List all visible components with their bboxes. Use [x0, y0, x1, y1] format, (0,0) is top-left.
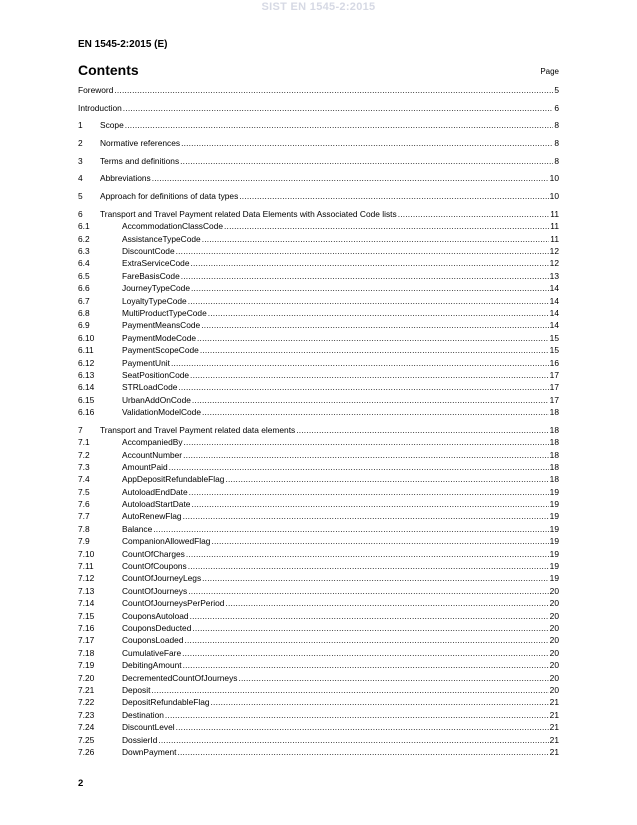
toc-entry[interactable] — [78, 622, 559, 634]
toc-entry-number: 6.1 — [78, 221, 90, 232]
toc-entry-number: 6.3 — [78, 245, 90, 256]
dot-leader — [151, 684, 548, 696]
toc-entry-page: 14 — [549, 283, 559, 294]
toc-entry[interactable] — [78, 721, 559, 733]
toc-entry-title: Balance — [122, 523, 153, 534]
toc-entry-number: 3 — [78, 155, 83, 166]
toc-entry-title: ExtraServiceCode — [122, 258, 190, 269]
dot-leader — [201, 319, 548, 331]
toc-entry-number: 7.22 — [78, 697, 95, 708]
toc-entry-title: CumulativeFare — [122, 647, 182, 658]
toc-entry-number: 7.25 — [78, 734, 95, 745]
toc-entry-page: 19 — [549, 536, 559, 547]
dot-leader — [177, 746, 548, 758]
dot-leader — [238, 672, 548, 684]
toc-entry[interactable] — [78, 119, 559, 131]
toc-entry[interactable] — [78, 510, 559, 522]
toc-entry-title: PaymentScopeCode — [122, 345, 199, 356]
toc-entry-page: 20 — [549, 684, 559, 695]
toc-entry-page: 10 — [549, 173, 559, 184]
toc-entry-number: 1 — [78, 120, 83, 131]
toc-entry-page: 19 — [549, 486, 559, 497]
toc-entry[interactable] — [78, 560, 559, 572]
toc-entry-title: ValidationModelCode — [122, 407, 201, 418]
dot-leader — [202, 233, 550, 245]
dot-leader — [188, 560, 549, 572]
toc-entry[interactable] — [78, 270, 559, 282]
toc-entry-page: 8 — [554, 138, 559, 149]
toc-entry-page: 19 — [549, 511, 559, 522]
toc-entry-title: FareBasisCode — [122, 270, 180, 281]
toc-entry[interactable] — [78, 672, 559, 684]
toc-entry-number: 5 — [78, 191, 83, 202]
toc-entry-title: CountOfJourneyLegs — [122, 573, 202, 584]
dot-leader — [188, 295, 549, 307]
toc-entry[interactable] — [78, 381, 559, 393]
toc-entry-page: 8 — [554, 155, 559, 166]
dot-leader — [125, 119, 554, 131]
toc-entry-title: CouponsLoaded — [122, 635, 184, 646]
dot-leader — [190, 369, 549, 381]
toc-entry-page: 20 — [549, 610, 559, 621]
toc-entry-number: 6.15 — [78, 394, 95, 405]
toc-entry-title: UrbanAddOnCode — [122, 394, 191, 405]
dot-leader — [224, 220, 549, 232]
toc-entry[interactable] — [78, 406, 559, 418]
toc-entry-number: 7.4 — [78, 474, 90, 485]
toc-entry[interactable] — [78, 155, 559, 167]
toc-entry-page: 17 — [549, 394, 559, 405]
toc-entry-page: 19 — [549, 573, 559, 584]
toc-entry-number: 6.6 — [78, 283, 90, 294]
dot-leader — [239, 190, 548, 202]
toc-entry[interactable] — [78, 647, 559, 659]
toc-entry-page: 21 — [549, 734, 559, 745]
dot-leader — [211, 696, 549, 708]
toc-entry-page: 12 — [549, 245, 559, 256]
toc-entry-title: CouponsDeducted — [122, 623, 192, 633]
toc-entry-number: 6.8 — [78, 307, 90, 318]
page-column-label: Page — [540, 67, 559, 76]
toc-entry[interactable] — [78, 486, 559, 498]
toc-entry[interactable] — [78, 585, 559, 597]
toc-entry-number: 6.12 — [78, 357, 95, 368]
toc-entry-title: AccountNumber — [122, 449, 183, 460]
toc-entry[interactable] — [78, 659, 559, 671]
toc-entry-title: Transport and Travel Payment related data elements — [100, 424, 296, 435]
toc-entry[interactable] — [78, 257, 559, 269]
dot-leader — [169, 461, 549, 473]
toc-entry-title: STRLoadCode — [122, 382, 178, 393]
toc-entry-number: 7.1 — [78, 437, 90, 448]
toc-entry-page: 20 — [549, 598, 559, 609]
toc-entry[interactable] — [78, 295, 559, 307]
toc-entry[interactable] — [78, 319, 559, 331]
toc-entry-title: DossierId — [122, 734, 158, 745]
toc-entry-page: 19 — [549, 561, 559, 572]
toc-entry-title: CountOfJourneys — [122, 585, 188, 596]
toc-entry-page: 11 — [550, 221, 559, 232]
toc-entry-number: 6 — [78, 208, 83, 219]
toc-entry-page: 21 — [549, 697, 559, 708]
toc-entry-number: 7.9 — [78, 536, 90, 547]
toc-entry-page: 11 — [550, 208, 559, 219]
toc-entry[interactable] — [78, 535, 559, 547]
dot-leader — [158, 734, 548, 746]
dot-leader — [183, 449, 549, 461]
toc-entry[interactable] — [78, 102, 559, 114]
toc-entry-page: 6 — [554, 102, 559, 113]
toc-entry-number: 7.6 — [78, 499, 90, 510]
toc-entry-title: DepositRefundableFlag — [122, 697, 210, 708]
toc-entry-page: 21 — [549, 709, 559, 720]
toc-entry-page: 20 — [549, 647, 559, 658]
toc-entry-page: 20 — [549, 660, 559, 671]
toc-entry-title: CouponsAutoload — [122, 610, 189, 621]
dot-leader — [225, 473, 548, 485]
dot-leader — [192, 622, 548, 634]
toc-entry-page: 14 — [549, 320, 559, 331]
toc-entry-title: PaymentMeansCode — [122, 320, 201, 331]
toc-entry-title: AccommodationClassCode — [122, 221, 224, 232]
toc-entry-page: 19 — [549, 499, 559, 510]
toc-entry-number: 6.2 — [78, 233, 90, 244]
dot-leader — [152, 172, 549, 184]
toc-entry-title: SeatPositionCode — [122, 369, 190, 380]
dot-leader — [178, 381, 548, 393]
dot-leader — [165, 709, 549, 721]
toc-entry-number: 7.3 — [78, 461, 90, 472]
contents-heading: Contents — [78, 62, 139, 78]
toc-entry-title: AssistanceTypeCode — [122, 233, 201, 244]
toc-entry-page: 20 — [549, 672, 559, 683]
toc-entry-number: 6.5 — [78, 270, 90, 281]
document-identifier: EN 1545-2:2015 (E) — [78, 39, 168, 50]
toc-entry-number: 6.16 — [78, 407, 95, 418]
toc-entry-page: 17 — [549, 382, 559, 393]
toc-entry-page: 20 — [549, 585, 559, 596]
toc-entry[interactable] — [78, 734, 559, 746]
toc-entry-title: Abbreviations — [100, 173, 151, 184]
dot-leader — [208, 307, 549, 319]
toc-entry-page: 17 — [549, 369, 559, 380]
toc-entry-title: MultiProductTypeCode — [122, 307, 207, 318]
toc-entry[interactable] — [78, 394, 559, 406]
toc-entry-page: 15 — [549, 332, 559, 343]
dot-leader — [186, 548, 549, 560]
toc-entry-title: Scope — [100, 120, 124, 131]
dot-leader — [183, 510, 549, 522]
toc-entry-page: 18 — [549, 407, 559, 418]
toc-entry[interactable] — [78, 344, 559, 356]
toc-entry-number: 6.7 — [78, 295, 90, 306]
toc-entry-page: 18 — [549, 437, 559, 448]
toc-entry[interactable] — [78, 498, 559, 510]
toc-entry-title: LoyaltyTypeCode — [122, 295, 187, 306]
dot-leader — [202, 572, 549, 584]
toc-entry-title: Deposit — [122, 684, 151, 695]
toc-entry-number: 7.23 — [78, 709, 95, 720]
dot-leader — [180, 155, 553, 167]
toc-entry-title: AutoloadEndDate — [122, 486, 188, 497]
toc-entry-number: 6.13 — [78, 369, 95, 380]
toc-entry-page: 10 — [549, 191, 559, 202]
dot-leader — [182, 647, 549, 659]
toc-entry-page: 20 — [549, 623, 559, 633]
dot-leader — [191, 498, 548, 510]
toc-entry[interactable] — [78, 634, 559, 646]
dot-leader — [211, 535, 548, 547]
toc-entry[interactable] — [78, 461, 559, 473]
toc-entry[interactable] — [78, 684, 559, 696]
toc-entry[interactable] — [78, 208, 559, 220]
toc-entry-number: 7.10 — [78, 548, 95, 559]
dot-leader — [202, 406, 549, 418]
toc-entry-title: Destination — [122, 709, 164, 720]
toc-entry-number: 7.7 — [78, 511, 90, 522]
toc-entry-title: Transport and Travel Payment related Data Elements with Associated Code lists — [100, 208, 397, 219]
toc-entry-title: CountOfCoupons — [122, 561, 187, 572]
toc-entry-title: AppDepositRefundableFlag — [122, 474, 225, 485]
toc-entry-title: AmountPaid — [122, 461, 168, 472]
toc-entry-page: 19 — [549, 548, 559, 559]
toc-entry-number: 2 — [78, 138, 83, 149]
toc-entry-title: PaymentModeCode — [122, 332, 197, 343]
toc-entry-page: 18 — [549, 424, 559, 435]
toc-entry-page: 13 — [549, 270, 559, 281]
toc-entry-number: 6.9 — [78, 320, 90, 331]
toc-entry-page: 18 — [549, 474, 559, 485]
toc-entry-number: 6.14 — [78, 382, 95, 393]
toc-entry-title: DebitingAmount — [122, 660, 182, 671]
toc-entry-title: CountOfJourneysPerPeriod — [122, 598, 225, 609]
toc-entry-title: Introduction — [78, 102, 122, 113]
dot-leader — [184, 634, 548, 646]
toc-entry-title: Terms and definitions — [100, 155, 180, 166]
toc-entry-page: 11 — [550, 233, 559, 244]
dot-leader — [114, 84, 553, 96]
toc-entry-page: 21 — [549, 746, 559, 757]
toc-entry-title: AccompaniedBy — [122, 437, 183, 448]
toc-entry[interactable] — [78, 572, 559, 584]
toc-entry-page: 21 — [549, 722, 559, 733]
toc-entry-page: 8 — [554, 120, 559, 131]
dot-leader — [192, 394, 549, 406]
toc-entry-number: 7.11 — [78, 561, 94, 572]
toc-entry-number: 7.13 — [78, 585, 95, 596]
toc-entry-number: 7.24 — [78, 722, 95, 733]
toc-entry-title: CountOfCharges — [122, 548, 185, 559]
toc-entry[interactable] — [78, 473, 559, 485]
toc-entry-title: JourneyTypeCode — [122, 283, 190, 294]
toc-entry-page: 18 — [549, 449, 559, 460]
dot-leader — [153, 523, 548, 535]
toc-entry[interactable] — [78, 709, 559, 721]
toc-entry-title: DecrementedCountOfJourneys — [122, 672, 238, 683]
toc-entry[interactable] — [78, 449, 559, 461]
toc-entry-number: 7.16 — [78, 623, 95, 633]
toc-entry[interactable] — [78, 696, 559, 708]
toc-entry-title: PaymentUnit — [122, 357, 170, 368]
toc-entry-number: 7.19 — [78, 660, 95, 671]
dot-leader — [189, 486, 549, 498]
dot-leader — [197, 332, 549, 344]
dot-leader — [123, 102, 554, 114]
toc-entry-title: DiscountCode — [122, 245, 175, 256]
dot-leader — [188, 585, 548, 597]
toc-entry[interactable] — [78, 190, 559, 202]
toc-entry-number: 7.12 — [78, 573, 95, 584]
toc-entry-number: 7.5 — [78, 486, 90, 497]
table-of-contents — [78, 84, 559, 758]
toc-entry-number: 7.21 — [78, 684, 95, 695]
toc-entry[interactable] — [78, 332, 559, 344]
toc-entry-title: Foreword — [78, 85, 114, 95]
dot-leader — [176, 245, 549, 257]
dot-leader — [184, 436, 549, 448]
toc-entry-number: 7.15 — [78, 610, 95, 621]
toc-entry-page: 12 — [549, 258, 559, 269]
toc-entry[interactable] — [78, 369, 559, 381]
toc-entry-number: 7.8 — [78, 523, 90, 534]
toc-entry-title: Approach for definitions of data types — [100, 191, 239, 202]
toc-entry-number: 4 — [78, 173, 83, 184]
toc-entry-title: AutoRenewFlag — [122, 511, 182, 522]
toc-entry[interactable] — [78, 746, 559, 758]
toc-entry[interactable] — [78, 424, 559, 436]
toc-entry-number: 7.17 — [78, 635, 95, 646]
dot-leader — [191, 282, 549, 294]
toc-entry-number: 7.18 — [78, 647, 95, 658]
toc-entry-number: 6.10 — [78, 332, 95, 343]
toc-entry-page: 5 — [554, 85, 559, 95]
toc-entry[interactable] — [78, 84, 559, 96]
dot-leader — [190, 610, 549, 622]
dot-leader — [181, 137, 553, 149]
toc-entry-number: 7.20 — [78, 672, 95, 683]
toc-entry-number: 6.11 — [78, 345, 94, 356]
toc-entry[interactable] — [78, 523, 559, 535]
toc-entry-title: AutoloadStartDate — [122, 499, 191, 510]
dot-leader — [191, 257, 549, 269]
toc-entry[interactable] — [78, 245, 559, 257]
toc-entry[interactable] — [78, 220, 559, 232]
dot-leader — [398, 208, 550, 220]
dot-leader — [296, 424, 548, 436]
toc-entry-title: DiscountLevel — [122, 722, 175, 733]
watermark: SIST EN 1545-2:2015 — [261, 1, 376, 13]
dot-leader — [171, 357, 549, 369]
toc-entry-number: 6.4 — [78, 258, 90, 269]
dot-leader — [181, 270, 549, 282]
toc-entry-page: 20 — [549, 635, 559, 646]
toc-entry-page: 14 — [549, 307, 559, 318]
dot-leader — [176, 721, 549, 733]
toc-entry[interactable] — [78, 172, 559, 184]
toc-entry-number: 7.26 — [78, 746, 95, 757]
toc-entry-number: 7.2 — [78, 449, 90, 460]
toc-entry-title: Normative references — [100, 138, 181, 149]
toc-entry-title: DownPayment — [122, 746, 177, 757]
toc-entry[interactable] — [78, 436, 559, 448]
toc-entry[interactable] — [78, 137, 559, 149]
toc-entry[interactable] — [78, 282, 559, 294]
dot-leader — [200, 344, 549, 356]
toc-entry-title: CompanionAllowedFlag — [122, 536, 211, 547]
toc-entry[interactable] — [78, 307, 559, 319]
toc-entry-page: 16 — [549, 357, 559, 368]
page-number: 2 — [78, 778, 84, 789]
toc-entry-page: 15 — [549, 345, 559, 356]
toc-entry-page: 18 — [549, 461, 559, 472]
toc-entry-page: 19 — [549, 523, 559, 534]
toc-entry[interactable] — [78, 357, 559, 369]
dot-leader — [183, 659, 549, 671]
toc-entry-number: 7 — [78, 424, 83, 435]
dot-leader — [225, 597, 548, 609]
toc-entry[interactable] — [78, 610, 559, 622]
toc-entry[interactable] — [78, 233, 559, 245]
toc-entry[interactable] — [78, 548, 559, 560]
toc-entry-page: 14 — [549, 295, 559, 306]
toc-entry-number: 7.14 — [78, 598, 95, 609]
toc-entry[interactable] — [78, 597, 559, 609]
